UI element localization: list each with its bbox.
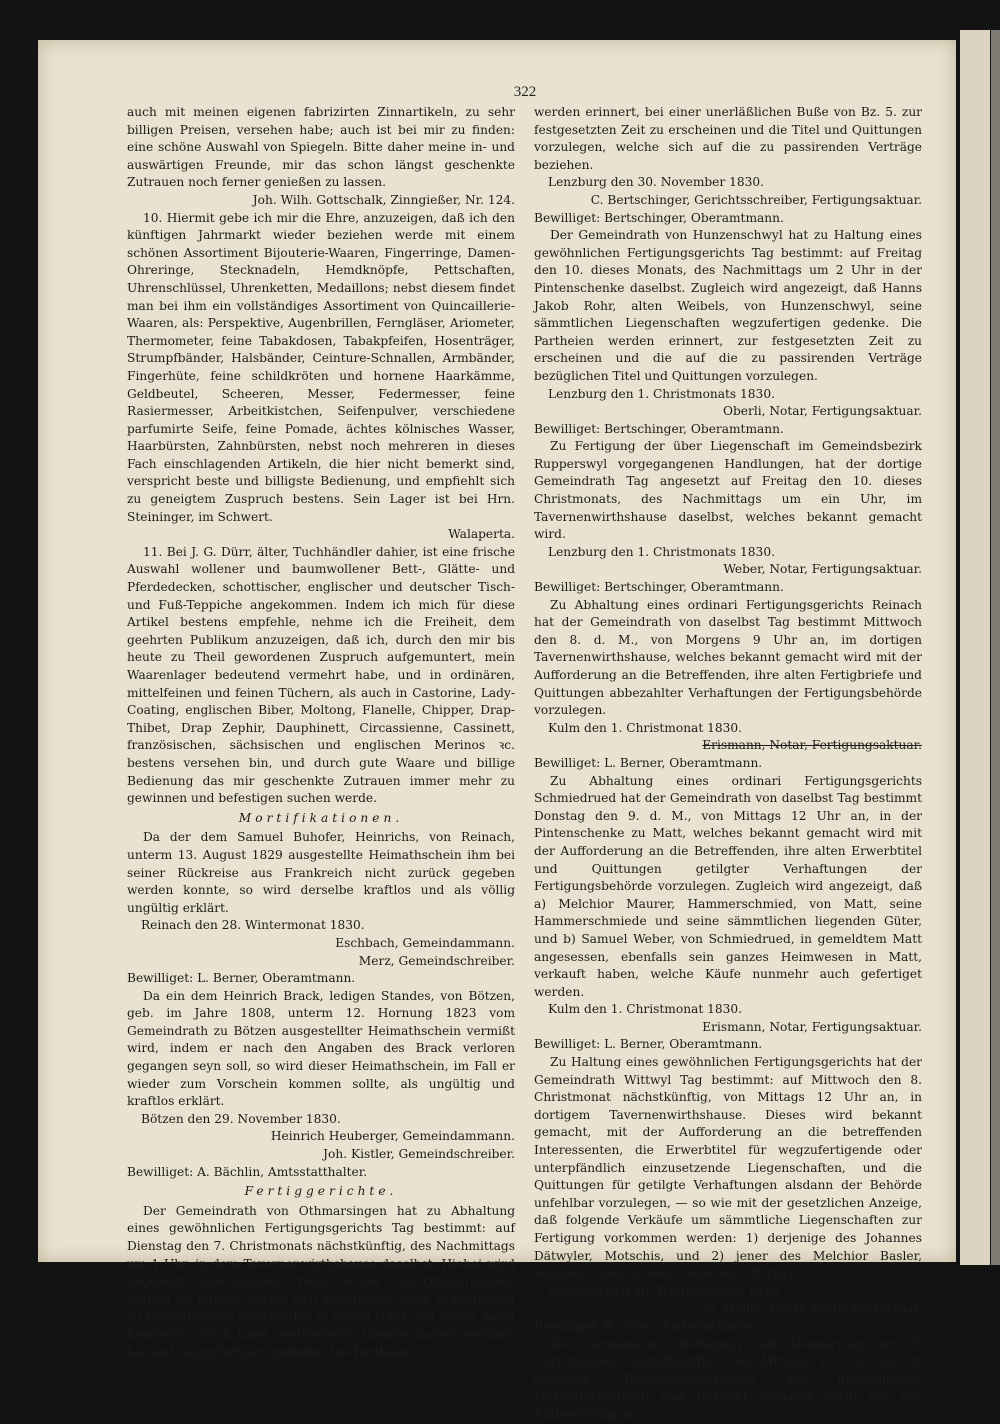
right-column-paragraph: Bewilliget: Bertschinger, Oberamtmann. <box>534 580 784 595</box>
next-page-edge <box>960 30 990 1265</box>
right-column-paragraph: Lenzburg den 1. Christmonats 1830. <box>548 544 775 559</box>
right-column-paragraph: Kulm den 1. Christmonat 1830. <box>548 720 742 735</box>
right-column-paragraph: Lenzburg den 1. Christmonats 1830. <box>548 386 775 401</box>
right-column-paragraph: Kulm den 1. Christmonat 1830. <box>548 1002 742 1017</box>
right-column-paragraph: Bewilliget: Bertschinger, Oberamtmann. <box>534 421 784 436</box>
left-column-paragraph: Fertiggerichte. <box>244 1184 398 1199</box>
right-column-paragraph: Zu Fertigung der über Liegenschaft im Gemeindsbezirk Rupperswyl vorgegangenen Handlungen, hat der dortige Gemeindrath Tag angesetzt auf Freitag den 10. dieses Christmonats, des Nachmittags um ein Uhr, im Tavernenwirthshause daselbst, welches bekannt gemacht wird. <box>534 439 922 542</box>
right-column-paragraph: Zofingen den 30. Wintermonats 1830. <box>548 1283 783 1298</box>
left-column-paragraph: Da ein dem Heinrich Brack, ledigen Standes, von Bötzen, geb. im Jahre 1808, unterm 12. Hornung 1823 vom Gemeindrath zu Bötzen ausgestellter Heimathschein vermißt wird, indem er nach den Angaben des Brack verloren gegangen seyn soll, so wird dieser Heimathschein, im Fall er wieder zum Vorschein kommen sollte, als ungültig und kraftlos erklärt. <box>127 988 515 1109</box>
left-column-paragraph: Merz, Gemeindschreiber. <box>358 953 515 968</box>
left-column-paragraph: 10. Hiermit gebe ich mir die Ehre, anzuzeigen, daß ich den künftigen Jahrmarkt wieder beziehen werde mit einem schönen Assortiment Bijouterie-Waaren, Fingerringe, Damen-Ohreringe, Stecknadeln, Hemdknöpfe, Pettschaften, Uhrenschlüssel, Uhrenketten, Medaillons; nebst diesem findet man bei ihm ein vollständiges Assortiment von Quincaillerie-Waaren, als: Perspektive, Augenbrillen, Ferngläser, Ariometer, Thermometer, feine Tabakdosen, Tabakpfeifen, Hosenträger, Strumpfbänder, Halsbänder, Ceinture-Schnallen, Armbänder, Fingerhüte, feine schildkröten und hornene Haarkämme, Geldbeutel, Scheeren, Messer, Federmesser, feine Rasiermesser, Arbeitkistchen, Seifenpulver, verschiedene parfumirte Seife, feine Pomade, ächtes kölnisches Wasser, Haarbürsten, Zahnbürsten, nebst noch mehreren in dieses Fach einschlagenden Artikeln, die hier nicht bemerkt sind, verspricht beste und billigste Bedienung, und empfiehlt sich zu geneigtem Zuspruch bestens. Sein Lager ist bei Hrn. Steininger, im Schwert. <box>127 210 515 524</box>
left-column-paragraph: Bötzen den 29. November 1830. <box>141 1111 341 1126</box>
left-column <box>127 104 515 1361</box>
left-column-paragraph: Da der dem Samuel Buhofer, Heinrichs, von Reinach, unterm 13. August 1829 ausgestellte Heimathschein ihm bei seiner Rückreise aus Frankreich nicht zurück gegeben werden konnte, so wird derselbe kraftlos und als völlig ungültig erklärt. <box>127 830 515 915</box>
right-column-paragraph: Zu Abhaltung eines ordinari Fertigungsgerichts Schmiedrued hat der Gemeindrath von daselbst Tag bestimmt Donstag den 9. d. M., von Mittags 12 Uhr an, in der Pintenschenke zu Matt, welches bekannt gemacht wird mit der Aufforderung an die Betreffenden, ihre alten Erwerbtitel und Quittungen getilgter Verhaftungen der Fertigungsbehörde vorzulegen. Zugleich wird angezeigt, daß a) Melchior Maurer, Hammerschmied, von Matt, seine Hammerschmiede und seine sämmtlichen liegenden Güter, und b) Samuel Weber, von Schmiedrued, in gemeldtem Matt angesessen, ebenfalls sein ganzes Heimwesen in Matt, verkauft haben, welche Käufe nunmehr auch gefertiget werden. <box>534 773 922 999</box>
left-column-paragraph: Joh. Kistler, Gemeindschreiber. <box>323 1147 515 1162</box>
right-column-paragraph: Weber, Notar, Fertigungsaktuar. <box>723 562 922 577</box>
page-number: 322 <box>513 84 537 100</box>
left-column-paragraph: Der Gemeindrath von Othmarsingen hat zu Abhaltung eines gewöhnlichen Fertigungsgerichts Tag bestimmt: auf Dienstag den 7. Christmonats nächstkünftig, des Nachmittags um 1 Uhr, in dem Tavernenwirthshause daselbst. Hiebei wird angezeigt: daß Samuel Urech, Färber, von Othmarsingen, dermal im Kanton Zürich sich aufhaltend, seine sämmtlichen zu Othmarsingen besitzenden in einem Haus und einem dabei liegenden Stück Land bestehenden Liegenschaften verkauft hat und wegzufertigen gedenkt. Die Partheien <box>127 1203 515 1359</box>
right-column-paragraph: Erismann, Notar, Fertigungsaktuar. <box>702 738 922 753</box>
left-column-paragraph: Joh. Wilh. Gottschalk, Zinngießer, Nr. 124. <box>252 192 515 207</box>
left-column-paragraph: auch mit meinen eigenen fabrizirten Zinnartikeln, zu sehr billigen Preisen, versehen habe; auch ist bei mir zu finden: eine schöne Auswahl von Spiegeln. Bitte daher meine in- und auswärtigen Freunde, mir das schon längst geschenkte Zutrauen noch ferner genießen zu lassen. <box>127 105 515 190</box>
right-column-paragraph: Lenzburg den 30. November 1830. <box>548 175 764 190</box>
book-spine-shadow <box>991 30 1000 1265</box>
left-column-paragraph: Eschbach, Gemeindammann. <box>335 935 515 950</box>
right-column-paragraph: Bewilliget: L. Berner, Oberamtmann. <box>534 1037 763 1052</box>
left-column-paragraph: Heinrich Heuberger, Gemeindammann. <box>270 1129 515 1144</box>
right-column-paragraph: C. Bertschinger, Gerichtsschreiber, Fertigungsaktuar. <box>590 192 922 207</box>
right-column-paragraph: Zu Haltung eines gewöhnlichen Fertigungsgerichts hat der Gemeindrath Wittwyl Tag bestimmt: auf Mittwoch den 8. Christmonat nächstkünftig, von Mittags 12 Uhr an, in dortigem Tavernenwirthshause. Dieses wird bekannt gemacht, mit der Aufforderung an die betreffenden Interessenten, die Erwerbtitel für wegzufertigende oder unterpfändlich einzusetzende Liegenschaften, und die Quittungen für getilgte Verhaftungen alsdann der Behörde unfehlbar vorzulegen, — so wie mit der gesetzlichen Anzeige, daß folgende Verkäufe um sämmtliche Liegenschaften zur Fertigung vorkommen werden: 1) derjenige des Johannes Dätwyler, Motschis, und 2) jener des Melchior Basler, Sommers oder Großen, beide von Wittwyl. <box>534 1055 922 1281</box>
right-column-paragraph: Der Gemeindrath von Hunzenschwyl hat zu Haltung eines gewöhnlichen Fertigungsgerichts Tag bestimmt: auf Freitag den 10. dieses Monats, des Nachmittags um 2 Uhr in der Pintenschenke daselbst. Zugleich wird angezeigt, daß Hanns Jakob Rohr, alten Weibels, von Hunzenschwyl, seine sämmtlichen Liegenschaften wegzufertigen gedenke. Die Partheien werden erinnert, zur festgesetzten Zeit zu erscheinen und die auf die zu passirenden Verträge bezüglichen Titel und Quittungen vorzulegen. <box>534 228 922 383</box>
right-column-paragraph: Oberli, Notar, Fertigungsaktuar. <box>723 404 922 419</box>
right-column-paragraph: Erismann, Notar, Fertigungsaktuar. <box>702 1019 922 1034</box>
right-column <box>534 104 922 1424</box>
left-column-paragraph: 11. Bei J. G. Dürr, älter, Tuchhändler dahier, ist eine frische Auswahl wollener und baumwollener Bett-, Glätte- und Pferdedecken, schottischer, englischer und deutscher Tisch- und Fuß-Teppiche angekommen. Indem ich mich für diese Artikel bestens empfehle, nehme ich die Freiheit, dem geehrten Publikum anzuzeigen, daß ich, durch den mir bis heute zu Theil gewordenen Zuspruch aufgemuntert, mein Waarenlager bedeutend vermehrt habe, und in ordinären, mittelfeinen und feinen Tüchern, als auch in Castorine, Lady-Coating, englischen Biber, Moltong, Flanelle, Chipper, Drap-Thibet, Drap Zephir, Dauphinett, Circassienne, Cassinett, französischen, sächsischen und englischen Merinos ꝛc. bestens versehen bin, und durch gute Waare und billige Bedienung das mir geschenkte Zutrauen immer mehr zu gewinnen und befestigen suchen werde. <box>127 544 515 806</box>
left-column-paragraph: Mortifikationen. <box>238 810 404 825</box>
right-column-paragraph: Bewilliget: Bertschinger, Oberamtmann. <box>534 210 784 225</box>
right-column-paragraph: Bewilliget: L. Berner, Oberamtmann. <box>534 755 763 770</box>
left-column-paragraph: Reinach den 28. Wintermonat 1830. <box>141 918 365 933</box>
left-column-paragraph: Bewilliget: L. Berner, Oberamtmann. <box>127 971 356 986</box>
right-column-paragraph: Sl. Müller, Notar, Fertigungsaktuar. <box>701 1301 922 1316</box>
right-column-paragraph: Bewilliget: R. Suter, Amtsstatthalter. <box>534 1318 761 1333</box>
right-column-paragraph: Zu Abhaltung eines ordinari Fertigungsgerichts Reinach hat der Gemeindrath von daselbst Tag bestimmt Mittwoch den 8. d. M., von Morgens 9 Uhr an, im dortigen Tavernenwirthshause, welches bekannt gemacht wird mit der Aufforderung an die Betreffenden, ihre alten Fertigbriefe und Quittungen abbezahlter Verhaftungen der Fertigungsbehörde vorzulegen. <box>534 597 922 718</box>
right-column-paragraph: Der Gemeindrath Bottenwyl hält Donnerstag den 9. Christmonats nächstkünftig, von Mittags 12 Uhr an, in dortigem Tavernenwirthshause ein gewöhnliches Fertigungsgericht, was bekannt gemacht wird, mit der Aufforderung an <box>534 1336 922 1421</box>
left-column-paragraph: Bewilliget: A. Bächlin, Amtsstatthalter. <box>127 1164 368 1179</box>
right-column-paragraph: werden erinnert, bei einer unerläßlichen Buße von Bz. 5. zur festgesetzten Zeit zu erscheinen und die Titel und Quittungen vorzulegen, welche sich auf die zu passirenden Verträge beziehen. <box>534 105 922 172</box>
left-column-paragraph: Walaperta. <box>448 527 515 542</box>
